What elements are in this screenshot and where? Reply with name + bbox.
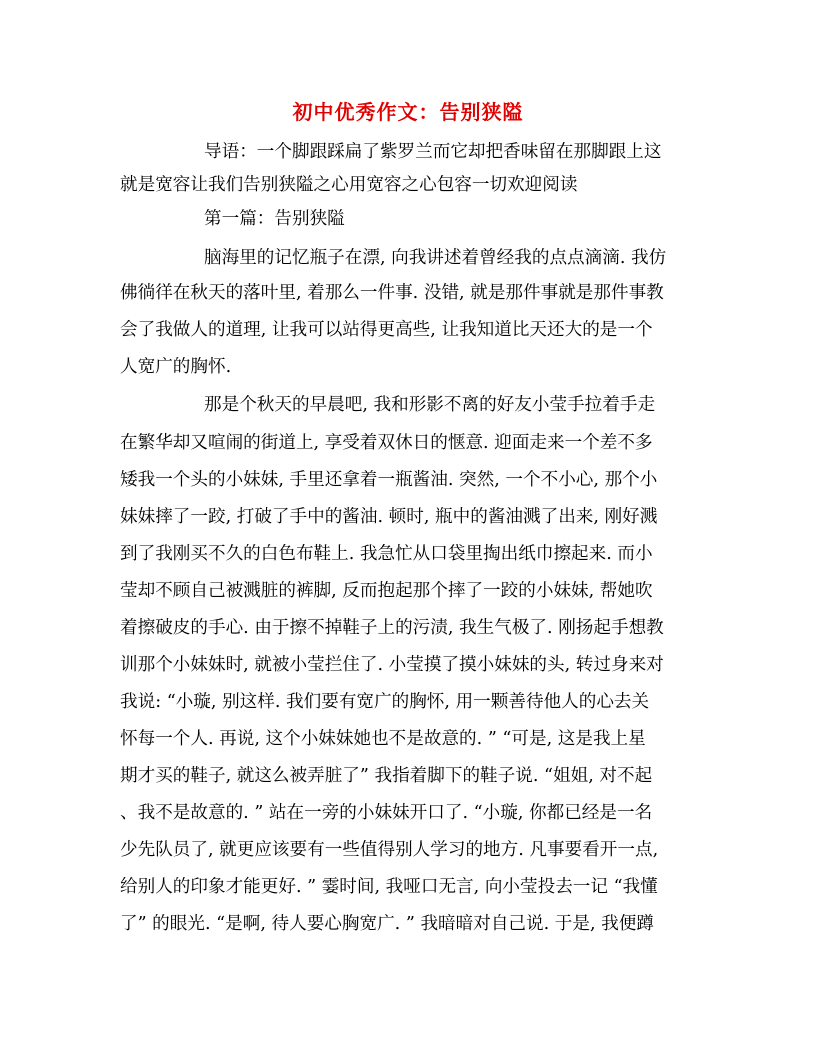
paragraph-1-line-3: 会了我做人的道理, 让我可以站得更高些, 让我知道比天还大的是一个: [120, 320, 653, 340]
section-heading: 第一篇：告别狭隘: [204, 209, 345, 229]
paragraph-2-line-15: 了” 的眼光. “是啊, 待人要心胸宽广. ” 我暗暗对自己说. 于是, 我便蹲: [120, 914, 654, 934]
paragraph-2-line-9: 我说: “小璇, 别这样. 我们要有宽广的胸怀, 用一颗善待他人的心去关: [120, 692, 650, 712]
intro-line-2: 就是宽容让我们告别狭隘之心用宽容之心包容一切欢迎阅读: [120, 175, 578, 195]
intro-line-1: 导语：一个脚跟踩扁了紫罗兰而它却把香味留在那脚跟上这: [204, 142, 662, 162]
paragraph-2-line-13: 少先队员了, 就更应该要有一些值得别人学习的地方. 凡事要看开一点,: [120, 840, 659, 860]
paragraph-2-line-6: 莹却不顾自己被溅脏的裤脚, 反而抱起那个摔了一跤的小妹妹, 帮她吹: [120, 581, 653, 601]
paragraph-1-line-4: 人宽广的胸怀.: [120, 357, 232, 377]
paragraph-2-line-10: 怀每一个人. 再说, 这个小妹妹她也不是故意的. ” “可是, 这是我上星: [120, 729, 646, 749]
paragraph-1-line-2: 佛徜徉在秋天的落叶里, 着那么一件事. 没错, 就是那件事就是那件事教: [120, 283, 664, 303]
paragraph-2-line-2: 在繁华却又喧闹的街道上, 享受着双休日的惬意. 迎面走来一个差不多: [120, 433, 653, 453]
paragraph-2-line-1: 那是个秋天的早晨吧, 我和形影不离的好友小莹手拉着手走: [204, 395, 656, 415]
paragraph-2-line-11: 期才买的鞋子, 就这么被弄脏了” 我指着脚下的鞋子说. “姐姐, 对不起: [120, 766, 653, 786]
paragraph-2-line-14: 给别人的印象才能更好. ” 霎时间, 我哑口无言, 向小莹投去一记 “我懂: [120, 877, 658, 897]
paragraph-1-line-1: 脑海里的记忆瓶子在漂, 向我讲述着曾经我的点点滴滴. 我仿: [204, 248, 667, 268]
paragraph-2-line-3: 矮我一个头的小妹妹, 手里还拿着一瓶酱油. 突然, 一个不小心, 那个小: [120, 470, 658, 490]
paragraph-2-line-5: 到了我刚买不久的白色布鞋上. 我急忙从口袋里掏出纸巾擦起来. 而小: [120, 544, 653, 564]
paragraph-2-line-7: 着擦破皮的手心. 由于擦不掉鞋子上的污渍, 我生气极了. 刚扬起手想教: [120, 618, 664, 638]
paragraph-2-line-4: 妹妹摔了一跤, 打破了手中的酱油. 顿时, 瓶中的酱油溅了出来, 刚好溅: [120, 507, 658, 527]
document-title: 初中优秀作文：告别狭隘: [292, 100, 524, 124]
paragraph-2-line-8: 训那个小妹妹时, 就被小莹拦住了. 小莹摸了摸小妹妹的头, 转过身来对: [120, 655, 664, 675]
paragraph-2-line-12: 、我不是故意的. ” 站在一旁的小妹妹开口了. “小璇, 你都已经是一名: [120, 803, 653, 823]
